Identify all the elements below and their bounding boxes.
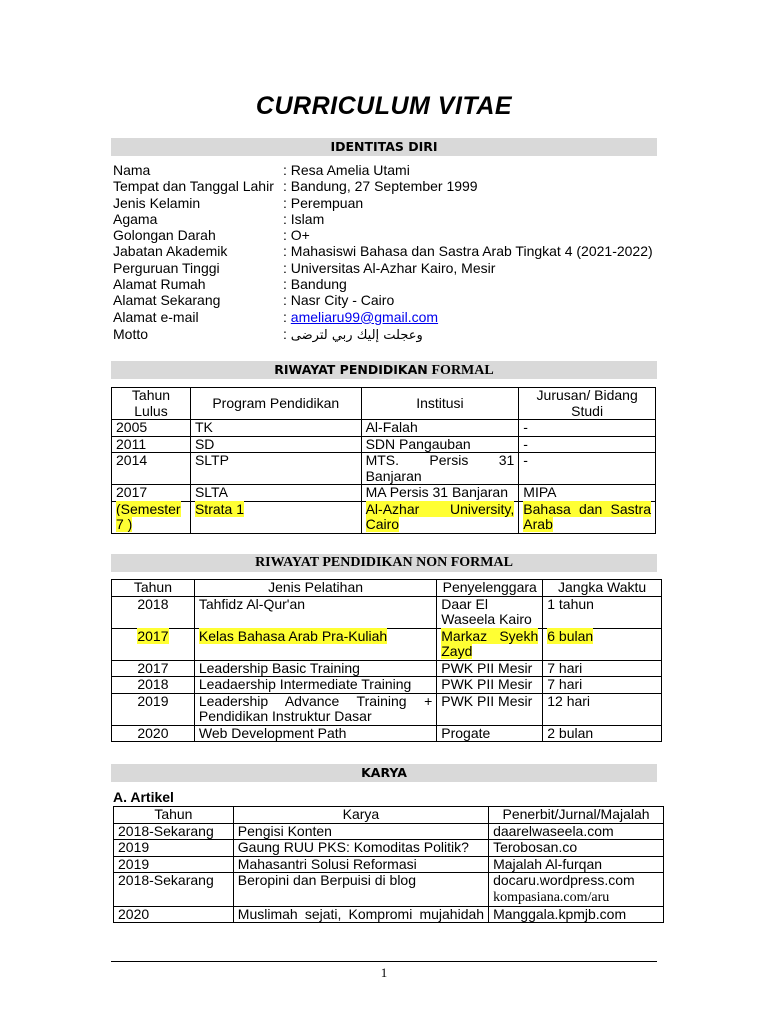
cell-waktu: 7 hari: [543, 660, 662, 677]
cell-jenis: Tahfidz Al-Qur'an: [194, 596, 436, 628]
identity-label: Alamat e-mail: [113, 308, 199, 325]
cell-tahun: 2005: [112, 420, 191, 437]
column-header: Tahun: [114, 807, 234, 824]
column-header: Institusi: [361, 388, 519, 420]
cell-penyelenggara: PWK PII Mesir: [437, 660, 543, 677]
cell-institusi: Al-Falah: [361, 420, 519, 437]
cell-penerbit: daarelwaseela.com: [489, 823, 664, 840]
table-row: [112, 453, 656, 485]
cell-waktu: 1 tahun: [543, 596, 662, 628]
section-heading-nonformal: RIWAYAT PENDIDIKAN NON FORMAL: [111, 554, 657, 572]
cell-program: SD: [190, 436, 361, 453]
column-header: Jurusan/ Bidang Studi: [519, 388, 656, 420]
table-row: [112, 660, 662, 677]
cell-institusi: MA Persis 31 Banjaran: [361, 485, 519, 502]
motto-prefix: :: [283, 325, 291, 342]
table-header-row: [112, 388, 656, 420]
cell-program: TK: [190, 420, 361, 437]
identity-value: : Bandung: [283, 276, 347, 293]
identity-value: : Islam: [283, 210, 325, 227]
highlighted-text: Al-Azhar University, Cairo: [365, 500, 515, 532]
column-header: Jenis Pelatihan: [194, 580, 436, 597]
table-row: [112, 501, 656, 533]
cell-karya: Beropini dan Berpuisi di blog: [233, 873, 488, 907]
identity-value: [283, 325, 423, 345]
table-row: [112, 628, 662, 660]
cell-tahun: 2020: [112, 725, 195, 742]
cell-jenis: Web Development Path: [194, 725, 436, 742]
identity-value: : Resa Amelia Utami: [283, 162, 410, 178]
identity-label: Agama: [113, 210, 158, 227]
identity-value: : O+: [283, 227, 310, 244]
cell-penerbit: Manggala.kpmjb.com: [489, 906, 664, 923]
table-row: [112, 596, 662, 628]
table-row: [114, 873, 664, 907]
identity-label: Golongan Darah: [113, 227, 216, 244]
cell-jenis: Leadership Basic Training: [194, 660, 436, 677]
table-header-row: [112, 580, 662, 597]
identity-value: : Bandung, 27 September 1999: [283, 178, 478, 195]
cell-tahun: 2018-Sekarang: [114, 823, 234, 840]
cell-institusi: [361, 501, 519, 533]
cell-penerbit: Majalah Al-furqan: [489, 856, 664, 873]
cell-tahun: [112, 501, 191, 533]
cell-karya: Mahasantri Solusi Reformasi: [233, 856, 488, 873]
identity-label: Jenis Kelamin: [113, 194, 201, 211]
table-row: [112, 420, 656, 437]
identity-label: Alamat Rumah: [113, 276, 206, 293]
table-row: [112, 485, 656, 502]
cell-karya: Gaung RUU PKS: Komoditas Politik?: [233, 840, 488, 857]
cell-tahun: 2020: [114, 906, 234, 923]
document-title: CURRICULUM VITAE: [255, 92, 513, 120]
table-header-row: [114, 807, 664, 824]
cell-penyelenggara: Progate: [437, 725, 543, 742]
formal-education-table: [111, 387, 656, 534]
email-link[interactable]: ameliaru99@gmail.com: [290, 308, 439, 325]
cell-program: SLTP: [190, 453, 361, 485]
subsection-title: A. Artikel: [113, 789, 174, 805]
motto-text: وعجلت إليك ربي لترضى: [290, 327, 423, 343]
cell-jurusan: -: [519, 453, 656, 485]
section-heading-formal: [111, 361, 657, 379]
table-row: [114, 823, 664, 840]
table-row: [112, 693, 662, 725]
cell-penyelenggara: PWK PII Mesir: [437, 677, 543, 694]
cell-waktu: 7 hari: [543, 677, 662, 694]
highlighted-text: Markaz Syekh Zayd: [441, 627, 539, 659]
highlighted-text: 2017: [137, 627, 169, 644]
cell-penyelenggara: Daar El Waseela Kairo: [437, 596, 543, 628]
cell-jenis: Leadaership Intermediate Training: [194, 677, 436, 694]
cell-waktu: 2 bulan: [543, 725, 662, 742]
column-header: Jangka Waktu: [543, 580, 662, 597]
cell-jurusan: [519, 501, 656, 533]
identity-label: Nama: [113, 162, 151, 178]
highlighted-text: Bahasa dan Sastra Arab: [523, 500, 651, 532]
cell-tahun: 2019: [114, 856, 234, 873]
cell-penyelenggara: [437, 628, 543, 660]
cell-jenis: Leadership Advance Training + Pendidikan Instruktur Dasar: [194, 693, 436, 725]
highlighted-text: Strata 1: [194, 500, 244, 517]
identity-value: [283, 309, 438, 325]
identity-value: : Nasr City - Cairo: [283, 292, 395, 309]
identity-label: Alamat Sekarang: [113, 292, 221, 309]
table-row: [112, 725, 662, 742]
identity-label: Tempat dan Tanggal Lahir: [113, 178, 274, 195]
column-header: Program Pendidikan: [190, 388, 361, 420]
cell-tahun: 2018: [112, 677, 195, 694]
footer-divider: [111, 961, 657, 962]
cell-tahun: [112, 628, 195, 660]
cell-tahun: 2018-Sekarang: [114, 873, 234, 907]
cell-jurusan: -: [519, 420, 656, 437]
email-prefix: :: [283, 308, 291, 325]
cell-tahun: 2014: [112, 453, 191, 485]
identity-value: : Mahasiswi Bahasa dan Sastra Arab Tingkat 4 (2021-2022): [283, 243, 653, 260]
page-number: 1: [380, 965, 388, 980]
cell-penyelenggara: PWK PII Mesir: [437, 693, 543, 725]
cell-penerbit: Terobosan.co: [489, 840, 664, 857]
identity-value: : Perempuan: [283, 194, 364, 211]
cell-tahun: 2018: [112, 596, 195, 628]
highlighted-text: Kelas Bahasa Arab Pra-Kuliah: [198, 627, 388, 644]
table-row: [114, 856, 664, 873]
cell-jenis: [194, 628, 436, 660]
section-heading-karya: KARYA: [111, 764, 657, 782]
cell-tahun: 2019: [114, 840, 234, 857]
highlighted-text: 6 bulan: [547, 627, 594, 644]
table-row: [114, 906, 664, 923]
heading-part: FORMAL: [431, 363, 494, 378]
identity-value: : Universitas Al-Azhar Kairo, Mesir: [283, 259, 496, 276]
section-heading-identitas: IDENTITAS DIRI: [111, 138, 657, 156]
cell-karya: Pengisi Konten: [233, 823, 488, 840]
cell-tahun: 2017: [112, 485, 191, 502]
table-row: [114, 840, 664, 857]
cell-penerbit: [489, 873, 664, 907]
table-row: [112, 677, 662, 694]
penerbit-line: kompasiana.com/aru: [493, 889, 610, 905]
cell-jurusan: -: [519, 436, 656, 453]
column-header: Tahun Lulus: [112, 388, 191, 420]
cell-tahun: 2011: [112, 436, 191, 453]
cell-karya: Muslimah sejati, Kompromi mujahidah: [233, 906, 488, 923]
cell-tahun: 2019: [112, 693, 195, 725]
cell-waktu: 12 hari: [543, 693, 662, 725]
cell-waktu: [543, 628, 662, 660]
column-header: Penyelenggara: [437, 580, 543, 597]
cell-program: [190, 501, 361, 533]
karya-table: [113, 806, 664, 923]
cell-jurusan: MIPA: [519, 485, 656, 502]
cell-institusi: MTS. Persis 31 Banjaran: [361, 453, 519, 485]
table-row: [112, 436, 656, 453]
cell-program: SLTA: [190, 485, 361, 502]
cell-tahun: 2017: [112, 660, 195, 677]
heading-part: RIWAYAT PENDIDIKAN: [274, 362, 428, 377]
identity-label: Perguruan Tinggi: [113, 259, 220, 276]
identity-label: Motto: [113, 325, 149, 342]
nonformal-education-table: [111, 579, 662, 742]
identity-label: Jabatan Akademik: [113, 243, 228, 260]
column-header: Karya: [233, 807, 488, 824]
cell-institusi: SDN Pangauban: [361, 436, 519, 453]
penerbit-line: docaru.wordpress.com: [493, 872, 635, 888]
highlighted-text: (Semester 7 ): [116, 500, 181, 532]
column-header: Penerbit/Jurnal/Majalah: [489, 807, 664, 824]
column-header: Tahun: [112, 580, 195, 597]
